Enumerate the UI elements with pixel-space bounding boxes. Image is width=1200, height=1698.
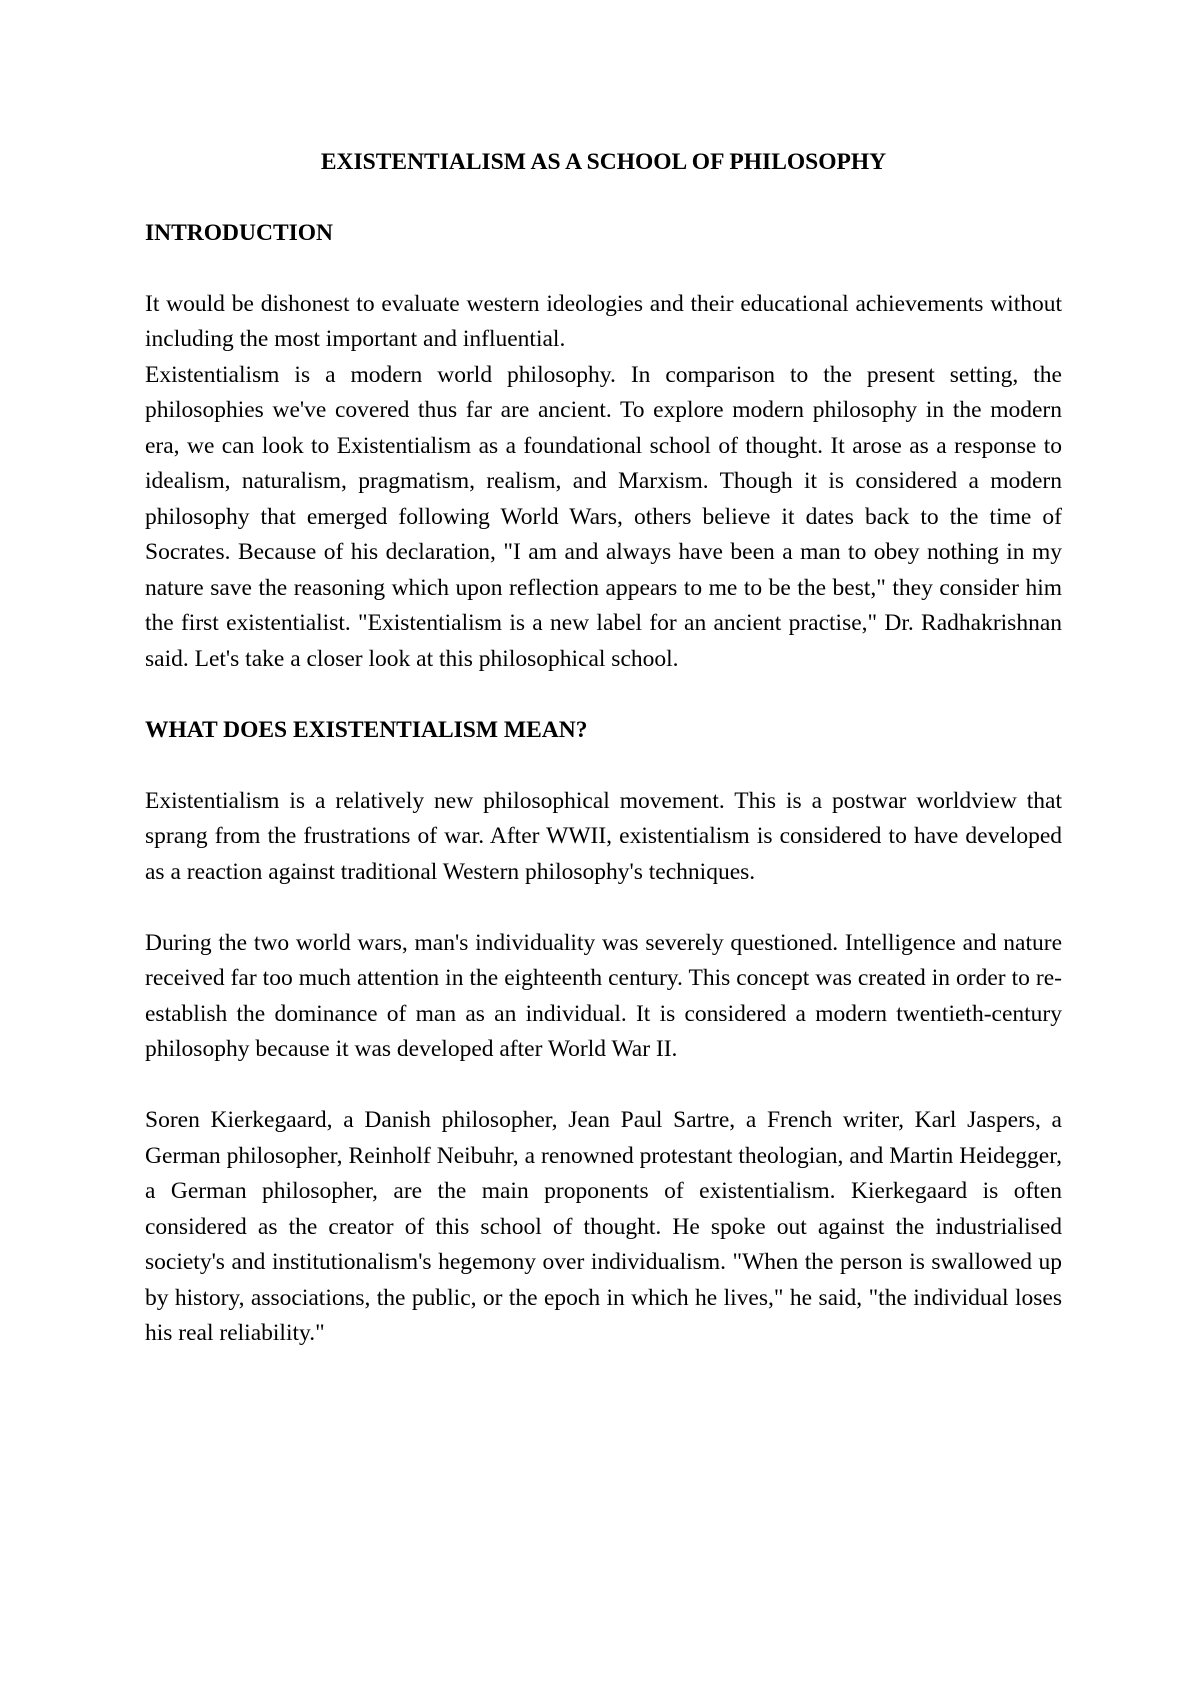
document-title: EXISTENTIALISM AS A SCHOOL OF PHILOSOPHY (320, 149, 887, 175)
section-heading-meaning: WHAT DOES EXISTENTIALISM MEAN? (145, 716, 588, 743)
paragraph-intro-1: It would be dishonest to evaluate western ideologies and their educational achievements without including the most important and influential. (145, 290, 1062, 352)
paragraph-meaning-1: Existentialism is a relatively new philosophical movement. This is a postwar worldview that sprang from the frustrations of war. After WWII, existentialism is considered to have developed as a reaction against traditional Western philosophy's techniques. (145, 787, 1062, 885)
paragraph-meaning-3: Soren Kierkegaard, a Danish philosopher, Jean Paul Sartre, a French writer, Karl Jaspers, a German philosopher, Reinholf Neibuhr, a renowned protestant theologian, and Martin Heidegger, a German philosopher, are the main proponents of existentialism. Kierkegaard is often considered as the creator of this school of thought. He spoke out against the industrialised society's and institutionalism's hegemony over individualism. "When the person is swallowed up by history, associations, the public, or the epoch in which he lives," he said, "the individual loses his real reliability." (145, 1107, 1062, 1346)
paragraph-intro-2: Existentialism is a modern world philosophy. In comparison to the present setting, the philosophies we've covered thus far are ancient. To explore modern philosophy in the modern era, we can look to Existentialism as a foundational school of thought. It arose as a response to idealism, naturalism, pragmatism, realism, and Marxism. Though it is considered a modern philosophy that emerged following World Wars, others believe it dates back to the time of Socrates. Because of his declaration, "I am and always have been a man to obey nothing in my nature save the reasoning which upon reflection appears to me to be the best," they consider him the first existentialist. "Existentialism is a new label for an ancient practise," Dr. Radhakrishnan said. Let's take a closer look at this philosophical school. (145, 361, 1062, 672)
paragraph-meaning-2: During the two world wars, man's individuality was severely questioned. Intelligence and nature received far too much attention in the eighteenth century. This concept was created in order to re-establish the dominance of man as an individual. It is considered a modern twentieth-century philosophy because it was developed after World War II. (145, 929, 1062, 1062)
document-page (145, 145, 1062, 1352)
section-heading-introduction: INTRODUCTION (145, 219, 334, 246)
